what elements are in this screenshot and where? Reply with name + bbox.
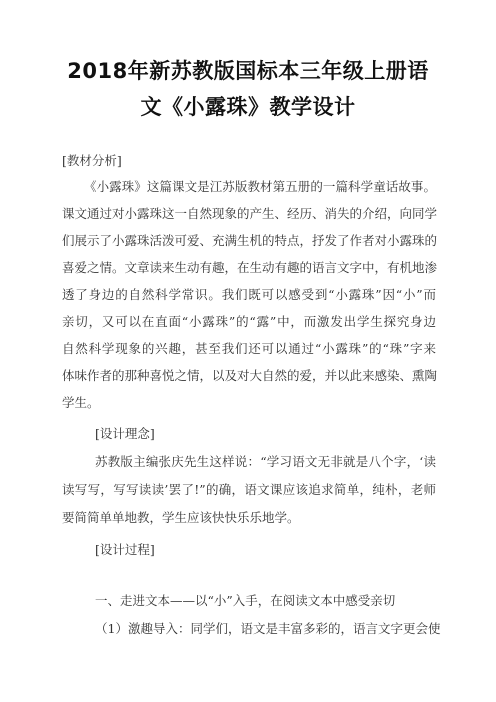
paragraph-line: 们展示了小露珠活泼可爱、充满生机的特点，抒发了作者对小露珠的 <box>62 233 438 248</box>
paragraph-line: 《小露珠》这篇课文是江苏版教材第五册的一篇科学童话故事。 <box>84 179 436 194</box>
paragraph-line: 体味作者的那种喜悦之情，以及对大自然的爱，并以此来感染、熏陶 <box>62 368 438 383</box>
paragraph-line: 自然科学现象的兴趣，甚至我们还可以通过“小露珠”的“珠”字来 <box>62 341 436 356</box>
paragraph-line: 苏教版主编张庆先生这样说：“学习语文无非就是八个字，‘读 <box>95 454 436 469</box>
paragraph-line: 一、走进文本——以“小”入手，在阅读文本中感受亲切 <box>95 593 396 608</box>
paragraph-line: 学生。 <box>62 395 100 410</box>
paragraph-line: （1）激趣导入：同学们，语文是丰富多彩的，语言文字更会使 <box>95 621 441 636</box>
section-label-analysis: [教材分析] <box>62 153 122 168</box>
section-label-process: [设计过程] <box>95 542 155 557</box>
paragraph-line: 喜爱之情。文章读来生动有趣，在生动有趣的语言文字中，有机地渗 <box>62 260 438 275</box>
paragraph-line: 读写写，写写读读’罢了!”的确，语文课应该追求简单，纯朴，老师 <box>62 482 436 497</box>
document-title-line-2: 文《小露珠》教学设计 <box>140 95 356 119</box>
paragraph-line: 课文通过对小露珠这一自然现象的产生、经历、消失的介绍，向同学 <box>62 206 438 221</box>
section-label-concept: [设计理念] <box>95 426 155 441</box>
paragraph-line: 亲切，又可以在直面“小露珠”的“露”中，而激发出学生探究身边 <box>62 314 436 329</box>
paragraph-line: 透了身边的自然科学常识。我们既可以感受到“小露珠”因“小”而 <box>62 287 436 302</box>
document-title-line-1: 2018年新苏教版国标本三年级上册语 <box>67 59 429 83</box>
paragraph-line: 要简简单单地教，学生应该快快乐乐地学。 <box>62 510 300 525</box>
